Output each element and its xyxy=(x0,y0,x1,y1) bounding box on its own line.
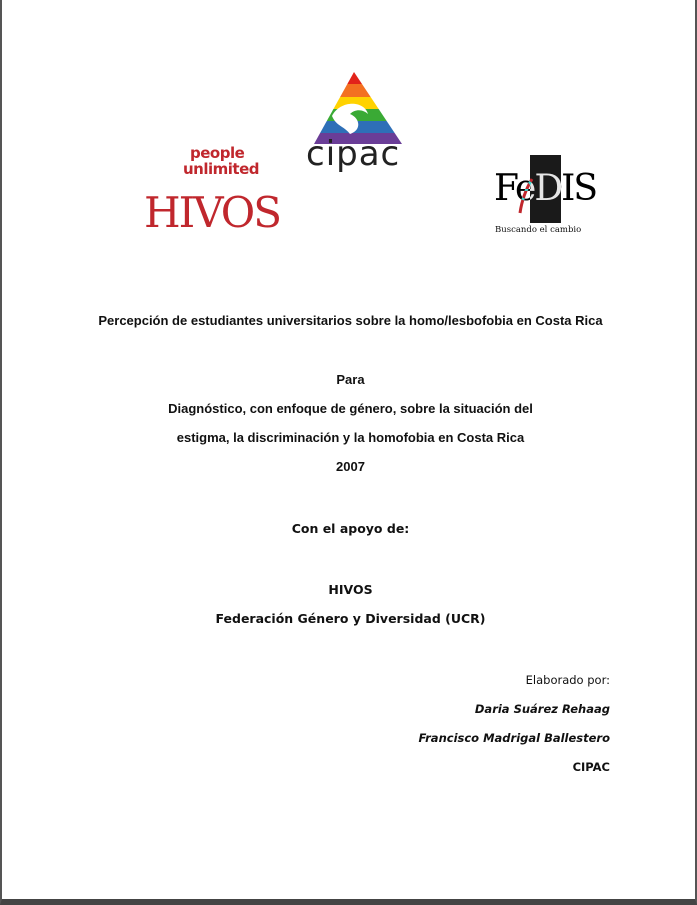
prepared-by-label: Elaborado por: xyxy=(525,673,610,687)
fedis-logo-word: FeDIS xyxy=(494,168,597,209)
subtitle-line1: Diagnóstico, con enfoque de género, sobre la situación del xyxy=(168,401,533,416)
cipac-logo-word: cipac xyxy=(306,134,401,174)
supporter-federacion: Federación Género y Diversidad (UCR) xyxy=(215,611,486,626)
subtitle-line2: estigma, la discriminación y la homofobia en Costa Rica xyxy=(176,430,525,445)
hivos-logo-word: HIVOS xyxy=(144,188,281,237)
para-label: Para xyxy=(336,372,365,387)
supporter-hivos: HIVOS xyxy=(328,582,373,597)
document-title: Percepción de estudiantes universitarios sobre la homo/lesbofobia en Costa Rica xyxy=(98,313,603,328)
hivos-logo-line1: people xyxy=(190,144,245,162)
support-label: Con el apoyo de: xyxy=(291,521,410,536)
fedis-logo-tagline: Buscando el cambio xyxy=(495,225,582,235)
document-year: 2007 xyxy=(336,459,365,474)
author-1: Daria Suárez Rehaag xyxy=(474,702,610,716)
hivos-logo-line2: unlimited xyxy=(183,160,259,178)
organization: CIPAC xyxy=(572,760,610,774)
hivos-logo xyxy=(142,140,281,250)
cipac-logo xyxy=(302,70,417,185)
author-2: Francisco Madrigal Ballestero xyxy=(418,731,610,745)
fedis-logo xyxy=(492,155,597,240)
